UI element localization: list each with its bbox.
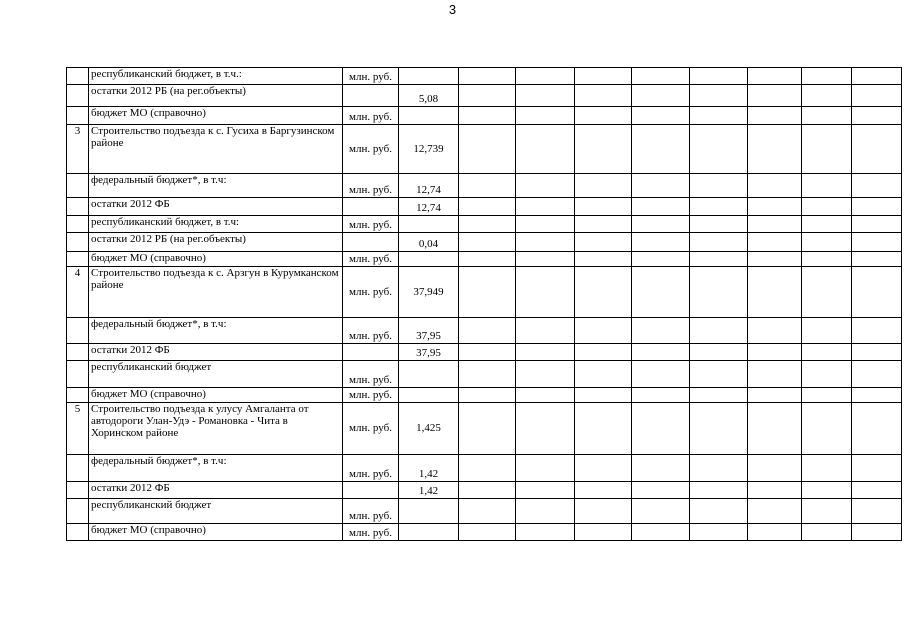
row-name: бюджет МО (справочно) xyxy=(89,107,343,125)
empty-cell xyxy=(748,174,802,198)
empty-cell xyxy=(802,174,852,198)
empty-cell xyxy=(852,198,902,216)
empty-cell xyxy=(575,125,632,174)
empty-cell xyxy=(575,388,632,403)
row-number xyxy=(67,318,89,344)
empty-cell xyxy=(690,524,748,541)
empty-cell xyxy=(459,318,516,344)
empty-cell xyxy=(459,344,516,361)
empty-cell xyxy=(748,107,802,125)
empty-cell xyxy=(852,388,902,403)
row-unit: млн. руб. xyxy=(343,318,399,344)
empty-cell xyxy=(802,68,852,85)
empty-cell xyxy=(690,318,748,344)
row-number xyxy=(67,233,89,252)
row-name: остатки 2012 ФБ xyxy=(89,198,343,216)
row-unit: млн. руб. xyxy=(343,388,399,403)
row-name: бюджет МО (справочно) xyxy=(89,252,343,267)
table-body xyxy=(67,68,902,541)
row-unit: млн. руб. xyxy=(343,216,399,233)
empty-cell xyxy=(690,344,748,361)
empty-cell xyxy=(575,68,632,85)
table-row xyxy=(67,174,902,198)
empty-cell xyxy=(852,174,902,198)
empty-cell xyxy=(459,361,516,388)
empty-cell xyxy=(748,361,802,388)
row-value xyxy=(399,107,459,125)
table-row xyxy=(67,403,902,455)
row-value: 1,425 xyxy=(399,403,459,455)
row-unit: млн. руб. xyxy=(343,107,399,125)
table-row xyxy=(67,125,902,174)
empty-cell xyxy=(632,344,690,361)
empty-cell xyxy=(802,252,852,267)
empty-cell xyxy=(852,216,902,233)
empty-cell xyxy=(802,198,852,216)
table-row xyxy=(67,361,902,388)
empty-cell xyxy=(516,524,575,541)
row-unit: млн. руб. xyxy=(343,267,399,318)
table-row xyxy=(67,318,902,344)
empty-cell xyxy=(459,403,516,455)
table-row xyxy=(67,216,902,233)
row-number xyxy=(67,455,89,482)
empty-cell xyxy=(632,252,690,267)
row-unit: млн. руб. xyxy=(343,524,399,541)
row-number xyxy=(67,499,89,524)
table-row xyxy=(67,68,902,85)
empty-cell xyxy=(575,252,632,267)
empty-cell xyxy=(632,318,690,344)
empty-cell xyxy=(802,499,852,524)
empty-cell xyxy=(632,198,690,216)
row-unit xyxy=(343,344,399,361)
table-row xyxy=(67,107,902,125)
table-row xyxy=(67,85,902,107)
empty-cell xyxy=(802,344,852,361)
empty-cell xyxy=(852,233,902,252)
empty-cell xyxy=(748,388,802,403)
empty-cell xyxy=(516,388,575,403)
empty-cell xyxy=(516,403,575,455)
empty-cell xyxy=(516,198,575,216)
empty-cell xyxy=(748,482,802,499)
empty-cell xyxy=(575,361,632,388)
row-value xyxy=(399,216,459,233)
row-name: остатки 2012 РБ (на рег.объекты) xyxy=(89,233,343,252)
row-number xyxy=(67,107,89,125)
empty-cell xyxy=(516,85,575,107)
empty-cell xyxy=(459,388,516,403)
row-number: 3 xyxy=(67,125,89,174)
empty-cell xyxy=(852,344,902,361)
empty-cell xyxy=(690,455,748,482)
row-unit xyxy=(343,85,399,107)
empty-cell xyxy=(459,482,516,499)
empty-cell xyxy=(690,125,748,174)
row-number: 4 xyxy=(67,267,89,318)
row-unit xyxy=(343,198,399,216)
row-number xyxy=(67,85,89,107)
row-unit: млн. руб. xyxy=(343,68,399,85)
empty-cell xyxy=(459,68,516,85)
table-row xyxy=(67,455,902,482)
row-number xyxy=(67,174,89,198)
row-number xyxy=(67,388,89,403)
row-name: республиканский бюджет, в т.ч.: xyxy=(89,68,343,85)
empty-cell xyxy=(802,107,852,125)
row-value: 1,42 xyxy=(399,482,459,499)
row-unit: млн. руб. xyxy=(343,252,399,267)
empty-cell xyxy=(852,68,902,85)
row-value: 0,04 xyxy=(399,233,459,252)
empty-cell xyxy=(852,318,902,344)
empty-cell xyxy=(575,198,632,216)
row-value: 12,74 xyxy=(399,198,459,216)
row-number xyxy=(67,482,89,499)
table-row xyxy=(67,344,902,361)
row-name: бюджет МО (справочно) xyxy=(89,524,343,541)
row-name: остатки 2012 РБ (на рег.объекты) xyxy=(89,85,343,107)
row-unit: млн. руб. xyxy=(343,455,399,482)
row-value xyxy=(399,361,459,388)
empty-cell xyxy=(516,344,575,361)
empty-cell xyxy=(632,361,690,388)
empty-cell xyxy=(575,174,632,198)
empty-cell xyxy=(690,388,748,403)
empty-cell xyxy=(575,107,632,125)
table-row xyxy=(67,499,902,524)
row-number xyxy=(67,524,89,541)
empty-cell xyxy=(690,85,748,107)
empty-cell xyxy=(459,267,516,318)
row-number xyxy=(67,198,89,216)
empty-cell xyxy=(575,403,632,455)
row-unit: млн. руб. xyxy=(343,361,399,388)
empty-cell xyxy=(802,388,852,403)
empty-cell xyxy=(748,233,802,252)
empty-cell xyxy=(802,403,852,455)
row-value xyxy=(399,68,459,85)
row-unit: млн. руб. xyxy=(343,125,399,174)
empty-cell xyxy=(748,198,802,216)
empty-cell xyxy=(459,174,516,198)
empty-cell xyxy=(575,455,632,482)
row-value: 12,74 xyxy=(399,174,459,198)
table-row xyxy=(67,388,902,403)
empty-cell xyxy=(632,499,690,524)
empty-cell xyxy=(516,482,575,499)
empty-cell xyxy=(690,482,748,499)
empty-cell xyxy=(632,403,690,455)
empty-cell xyxy=(516,233,575,252)
row-value xyxy=(399,252,459,267)
empty-cell xyxy=(632,482,690,499)
empty-cell xyxy=(632,388,690,403)
empty-cell xyxy=(852,455,902,482)
empty-cell xyxy=(802,455,852,482)
empty-cell xyxy=(575,524,632,541)
row-name: республиканский бюджет, в т.ч: xyxy=(89,216,343,233)
empty-cell xyxy=(459,85,516,107)
row-number xyxy=(67,252,89,267)
row-name: федеральный бюджет*, в т.ч: xyxy=(89,174,343,198)
row-name: остатки 2012 ФБ xyxy=(89,482,343,499)
empty-cell xyxy=(802,125,852,174)
row-value xyxy=(399,524,459,541)
row-name: федеральный бюджет*, в т.ч: xyxy=(89,455,343,482)
empty-cell xyxy=(690,403,748,455)
empty-cell xyxy=(632,125,690,174)
row-name: Строительство подъезда к с. Арзгун в Курумканском районе xyxy=(89,267,343,318)
empty-cell xyxy=(575,85,632,107)
empty-cell xyxy=(516,318,575,344)
empty-cell xyxy=(748,524,802,541)
empty-cell xyxy=(690,233,748,252)
row-unit: млн. руб. xyxy=(343,174,399,198)
row-unit xyxy=(343,233,399,252)
empty-cell xyxy=(748,267,802,318)
empty-cell xyxy=(459,455,516,482)
empty-cell xyxy=(852,125,902,174)
empty-cell xyxy=(575,318,632,344)
table-row xyxy=(67,198,902,216)
row-value: 37,949 xyxy=(399,267,459,318)
empty-cell xyxy=(459,198,516,216)
empty-cell xyxy=(516,107,575,125)
table-row xyxy=(67,524,902,541)
empty-cell xyxy=(690,198,748,216)
empty-cell xyxy=(852,107,902,125)
empty-cell xyxy=(459,524,516,541)
empty-cell xyxy=(802,482,852,499)
empty-cell xyxy=(516,68,575,85)
empty-cell xyxy=(852,403,902,455)
empty-cell xyxy=(459,233,516,252)
table-row xyxy=(67,252,902,267)
empty-cell xyxy=(575,233,632,252)
empty-cell xyxy=(690,267,748,318)
row-number xyxy=(67,361,89,388)
empty-cell xyxy=(516,216,575,233)
empty-cell xyxy=(516,174,575,198)
empty-cell xyxy=(852,85,902,107)
row-name: республиканский бюджет xyxy=(89,361,343,388)
empty-cell xyxy=(802,216,852,233)
empty-cell xyxy=(690,68,748,85)
empty-cell xyxy=(748,344,802,361)
row-unit: млн. руб. xyxy=(343,499,399,524)
row-value xyxy=(399,388,459,403)
empty-cell xyxy=(748,403,802,455)
empty-cell xyxy=(748,252,802,267)
empty-cell xyxy=(632,524,690,541)
empty-cell xyxy=(632,68,690,85)
row-name: федеральный бюджет*, в т.ч: xyxy=(89,318,343,344)
row-value: 37,95 xyxy=(399,344,459,361)
empty-cell xyxy=(852,361,902,388)
row-value: 1,42 xyxy=(399,455,459,482)
empty-cell xyxy=(632,267,690,318)
empty-cell xyxy=(516,252,575,267)
empty-cell xyxy=(516,267,575,318)
empty-cell xyxy=(748,125,802,174)
empty-cell xyxy=(852,524,902,541)
row-name: Строительство подъезда к улусу Амгаланта от автодороги Улан-Удэ - Романовка - Чита в Хоринском районе xyxy=(89,403,343,455)
row-unit xyxy=(343,482,399,499)
empty-cell xyxy=(575,482,632,499)
empty-cell xyxy=(852,482,902,499)
page-number: 3 xyxy=(448,2,457,17)
empty-cell xyxy=(852,252,902,267)
empty-cell xyxy=(802,524,852,541)
empty-cell xyxy=(802,361,852,388)
empty-cell xyxy=(690,216,748,233)
row-value: 5,08 xyxy=(399,85,459,107)
empty-cell xyxy=(748,216,802,233)
row-value xyxy=(399,499,459,524)
row-number: 5 xyxy=(67,403,89,455)
empty-cell xyxy=(748,68,802,85)
empty-cell xyxy=(516,125,575,174)
row-name: Строительство подъезда к с. Гусиха в Баргузинском районе xyxy=(89,125,343,174)
table-row xyxy=(67,233,902,252)
row-number xyxy=(67,344,89,361)
empty-cell xyxy=(802,318,852,344)
row-value: 12,739 xyxy=(399,125,459,174)
empty-cell xyxy=(748,455,802,482)
empty-cell xyxy=(632,455,690,482)
table-row xyxy=(67,267,902,318)
empty-cell xyxy=(748,499,802,524)
row-number xyxy=(67,68,89,85)
empty-cell xyxy=(852,499,902,524)
empty-cell xyxy=(690,361,748,388)
empty-cell xyxy=(690,107,748,125)
empty-cell xyxy=(575,499,632,524)
empty-cell xyxy=(802,233,852,252)
empty-cell xyxy=(690,252,748,267)
empty-cell xyxy=(516,499,575,524)
budget-table xyxy=(66,67,902,541)
empty-cell xyxy=(632,107,690,125)
empty-cell xyxy=(632,85,690,107)
row-number xyxy=(67,216,89,233)
empty-cell xyxy=(575,267,632,318)
empty-cell xyxy=(748,85,802,107)
empty-cell xyxy=(632,233,690,252)
empty-cell xyxy=(802,85,852,107)
empty-cell xyxy=(459,252,516,267)
empty-cell xyxy=(459,125,516,174)
empty-cell xyxy=(575,344,632,361)
empty-cell xyxy=(748,318,802,344)
empty-cell xyxy=(632,174,690,198)
empty-cell xyxy=(459,216,516,233)
empty-cell xyxy=(575,216,632,233)
row-name: остатки 2012 ФБ xyxy=(89,344,343,361)
empty-cell xyxy=(852,267,902,318)
empty-cell xyxy=(459,499,516,524)
empty-cell xyxy=(516,361,575,388)
empty-cell xyxy=(516,455,575,482)
empty-cell xyxy=(632,216,690,233)
row-unit: млн. руб. xyxy=(343,403,399,455)
table-row xyxy=(67,482,902,499)
row-name: бюджет МО (справочно) xyxy=(89,388,343,403)
empty-cell xyxy=(459,107,516,125)
row-name: республиканский бюджет xyxy=(89,499,343,524)
empty-cell xyxy=(802,267,852,318)
row-value: 37,95 xyxy=(399,318,459,344)
empty-cell xyxy=(690,499,748,524)
empty-cell xyxy=(690,174,748,198)
